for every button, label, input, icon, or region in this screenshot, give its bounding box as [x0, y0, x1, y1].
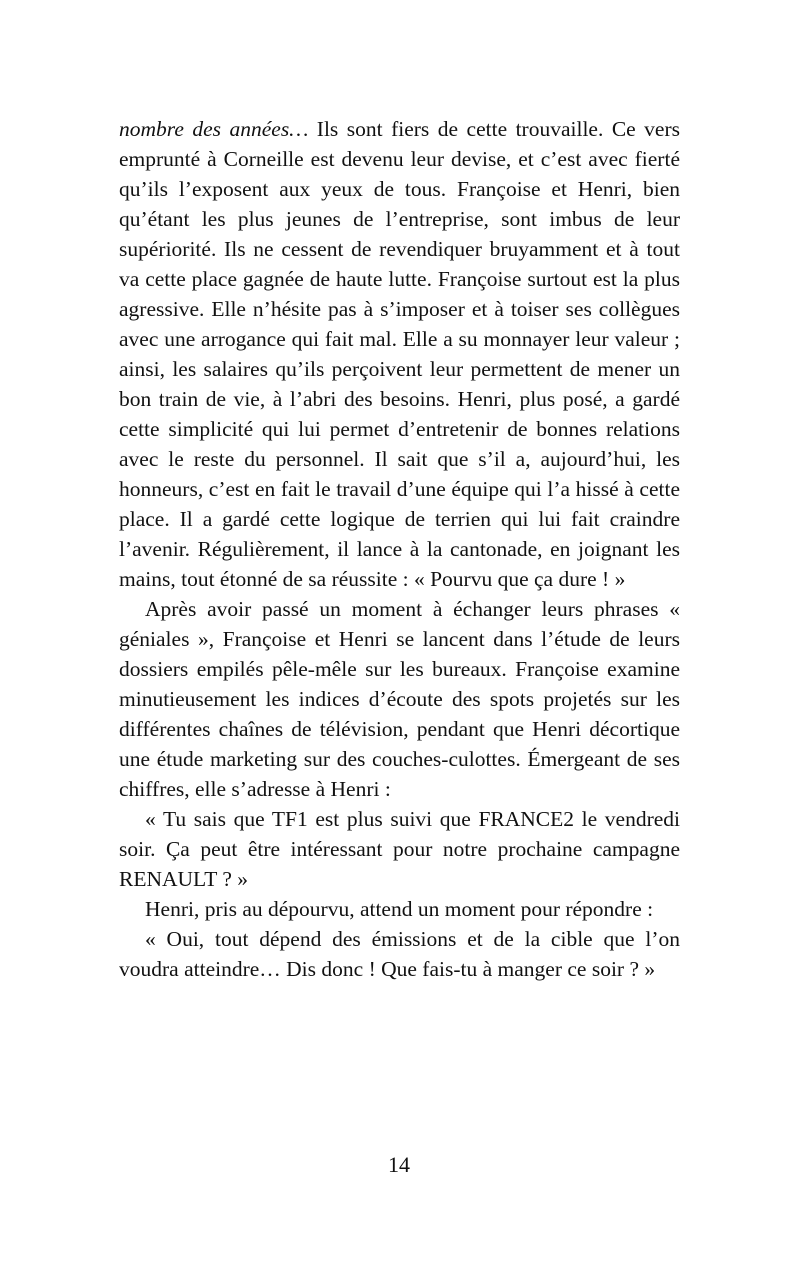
paragraph-5-dialogue: « Oui, tout dépend des émissions et de la cible que l’on voudra atteindre… Dis donc ! Que fais-tu à manger ce soir ? »	[119, 927, 680, 981]
italic-lead-phrase: nombre des années…	[119, 117, 309, 141]
paragraph-1	[119, 114, 680, 594]
body-text	[119, 114, 680, 984]
paragraph-2: Après avoir passé un moment à échanger leurs phrases « géniales », Françoise et Henri se lancent dans l’étude de leurs dossiers empilés pêle-mêle sur les bureaux. Françoise examine minutieusement les indices d’écoute des spots projetés sur les différentes chaînes de télévision, pendant que Henri décortique une étude marketing sur des couches-culottes. Émergeant de ses chiffres, elle s’adresse à Henri :	[119, 597, 680, 801]
page-number: 14	[388, 1152, 410, 1177]
paragraph-4: Henri, pris au dépourvu, attend un moment pour répondre :	[145, 897, 654, 921]
paragraph-1-text: Ils sont fiers de cette trouvaille. Ce vers emprunté à Corneille est devenu leur devise, et c’est avec fierté qu’ils l’exposent aux yeux de tous. Françoise et Henri, bien qu’étant les plus jeunes de l’entreprise, sont imbus de leur supériorité. Ils ne cessent de revendiquer bruyamment et à tout va cette place gagnée de haute lutte. Françoise surtout est la plus agressive. Elle n’hésite pas à s’imposer et à toiser ses collègues avec une arrogance qui fait mal. Elle a su monnayer leur valeur ; ainsi, les salaires qu’ils perçoivent leur permettent de mener un bon train de vie, à l’abri des besoins. Henri, plus posé, a gardé cette simplicité qui lui permet d’entretenir de bonnes relations avec le reste du personnel. Il sait que s’il a, aujourd’hui, les honneurs, c’est en fait le travail d’une équipe qui l’a hissé à cette place. Il a gardé cette logique de terrien qui lui fait craindre l’avenir. Régulièrement, il lance à la cantonade, en joignant les mains, tout étonné de sa réussite : « Pourvu que ça dure ! »	[119, 117, 680, 591]
paragraph-3-dialogue: « Tu sais que TF1 est plus suivi que FRANCE2 le vendredi soir. Ça peut être intéressant pour notre prochaine campagne RENAULT ? »	[119, 807, 680, 891]
